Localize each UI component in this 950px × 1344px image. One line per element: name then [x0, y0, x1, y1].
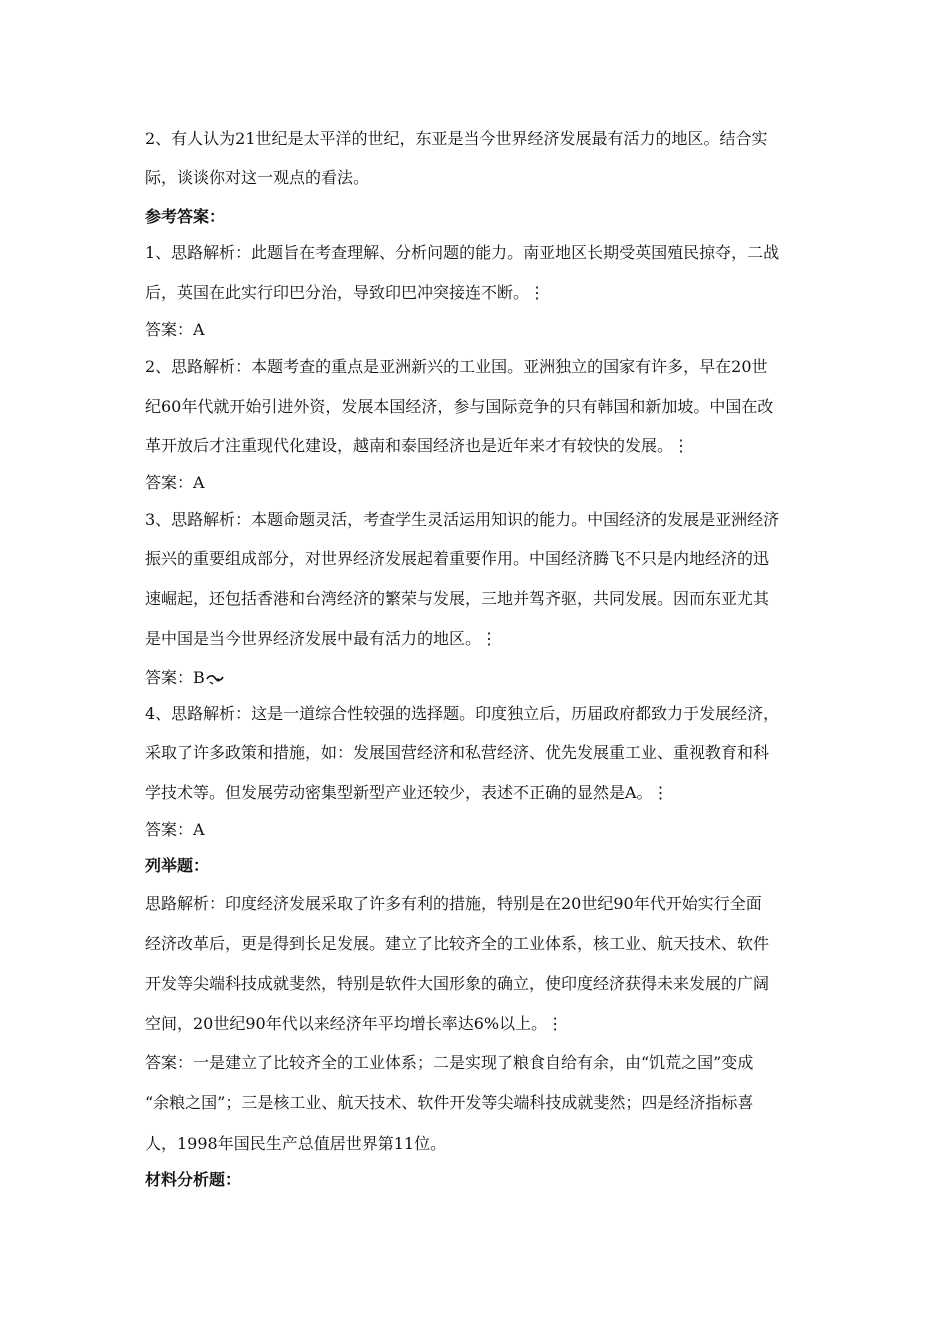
- answer-4-analysis-line-3: 学技术等。但发展劳动密集型新型产业还较少，表述不正确的显然是A。⋮: [145, 783, 669, 802]
- enumeration-analysis-line-2: 经济改革后，更是得到长足发展。建立了比较齐全的工业体系，核工业、航天技术、软件: [145, 934, 770, 953]
- answer-1-result: 答案：A: [145, 320, 205, 339]
- material-analysis-heading: 材料分析题：: [145, 1170, 242, 1189]
- enumeration-answer-line-1: 答案：一是建立了比较齐全的工业体系；二是实现了粮食自给有余，由“饥荒之国”变成: [145, 1053, 754, 1072]
- answer-4-analysis-line-1: 4、思路解析：这是一道综合性较强的选择题。印度独立后，历届政府都致力于发展经济，: [145, 704, 780, 723]
- answer-2-analysis-line-3: 革开放后才注重现代化建设，越南和泰国经济也是近年来才有较快的发展。⋮: [145, 436, 690, 455]
- answer-3-result: 答案：B: [145, 668, 205, 687]
- reference-answers-heading: 参考答案：: [145, 207, 226, 226]
- answer-3-result-row: [145, 668, 224, 688]
- answer-4-result: 答案：A: [145, 820, 205, 839]
- enumeration-analysis-line-1: 思路解析：印度经济发展采取了许多有利的措施，特别是在20世纪90年代开始实行全面: [145, 894, 762, 913]
- answer-3-analysis-line-4: 是中国是当今世界经济发展中最有活力的地区。⋮: [145, 629, 498, 648]
- enumeration-analysis-line-3: 开发等尖端科技成就斐然，特别是软件大国形象的确立，使印度经济获得未来发展的广阔: [145, 974, 770, 993]
- enumeration-answer-line-3: 人，1998年国民生产总值居世界第11位。: [145, 1134, 447, 1153]
- question-2-line-1: 2、有人认为21世纪是太平洋的世纪，东亚是当今世界经济发展最有活力的地区。结合实: [145, 129, 768, 148]
- answer-1-analysis-line-1: 1、思路解析：此题旨在考查理解、分析问题的能力。南亚地区长期受英国殖民掠夺，二战: [145, 243, 780, 262]
- answer-3-analysis-line-1: 3、思路解析：本题命题灵活，考查学生灵活运用知识的能力。中国经济的发展是亚洲经济: [145, 510, 780, 529]
- answer-3-analysis-line-3: 速崛起，还包括香港和台湾经济的繁荣与发展，三地并驾齐驱，共同发展。因而东亚尤其: [145, 589, 770, 608]
- answer-2-analysis-line-1: 2、思路解析：本题考查的重点是亚洲新兴的工业国。亚洲独立的国家有许多，早在20世: [145, 357, 768, 376]
- answer-3-analysis-line-2: 振兴的重要组成部分，对世界经济发展起着重要作用。中国经济腾飞不只是内地经济的迅: [145, 549, 770, 568]
- enumeration-analysis-line-4: 空间，20世纪90年代以来经济年平均增长率达6%以上。⋮: [145, 1014, 564, 1033]
- bird-glyph-icon: [206, 673, 224, 685]
- enumeration-answer-line-2: “余粮之国”；三是核工业、航天技术、软件开发等尖端科技成就斐然；四是经济指标喜: [145, 1093, 754, 1112]
- answer-2-analysis-line-2: 纪60年代就开始引进外资，发展本国经济，参与国际竞争的只有韩国和新加坡。中国在改: [145, 397, 774, 416]
- answer-4-analysis-line-2: 采取了许多政策和措施，如：发展国营经济和私营经济、优先发展重工业、重视教育和科: [145, 743, 770, 762]
- answer-1-analysis-line-2: 后，英国在此实行印巴分治，导致印巴冲突接连不断。⋮: [145, 283, 546, 302]
- question-2-line-2: 际，谈谈你对这一观点的看法。: [145, 168, 370, 187]
- answer-2-result: 答案：A: [145, 473, 205, 492]
- enumeration-heading: 列举题：: [145, 856, 210, 875]
